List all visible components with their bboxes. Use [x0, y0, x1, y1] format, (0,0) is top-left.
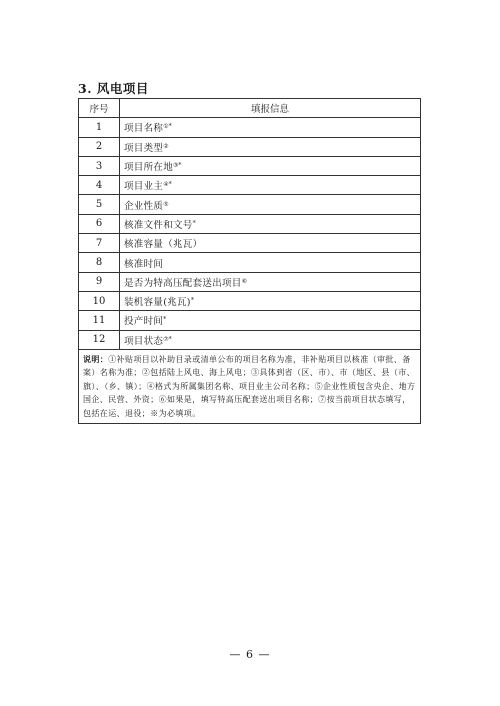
row-info-label: 核准文件和文号 — [124, 219, 193, 231]
row-info-label: 项目类型 — [124, 142, 164, 154]
row-number: 4 — [79, 176, 120, 195]
table-row — [79, 176, 421, 195]
row-footnote-mark: ①* — [163, 123, 172, 131]
row-number: 6 — [79, 214, 120, 233]
note-text: ①补贴项目以补助目录或清单公布的项目名称为准，非补贴项目以核准（审批、备案）名称为准；②包括陆上风电、海上风电；③具体到省（区、市）、市（地区、县（市、旗）、（乡、镇）；④格式为所属集团名称、项目业主公司名称；⑤企业性质包含央企、地方国企、民营、外资；⑥如果是，填写特高压配套送出项目名称；⑦按当前项目状态填写，包括在运、退役；※为必填项。 — [83, 354, 416, 418]
section-title: 3. 风电项目 — [78, 81, 149, 96]
row-info — [120, 330, 421, 349]
row-info — [120, 272, 421, 291]
row-footnote-mark: ④* — [163, 181, 172, 189]
header-number: 序号 — [79, 99, 120, 118]
row-number: 1 — [79, 118, 120, 137]
table-row — [79, 214, 421, 233]
row-footnote-mark: ⑥ — [241, 277, 247, 285]
table-row — [79, 253, 421, 272]
row-info — [120, 311, 421, 330]
note-cell — [79, 349, 421, 424]
row-info-label: 项目所在地 — [124, 162, 174, 174]
row-info — [120, 214, 421, 233]
row-number: 2 — [79, 137, 120, 156]
page-number: — 6 — — [229, 648, 271, 661]
row-number: 10 — [79, 291, 120, 310]
row-info-label: 项目业主 — [124, 181, 164, 193]
row-info-label: 核准时间 — [124, 258, 164, 270]
table-row — [79, 272, 421, 291]
table-row — [79, 330, 421, 349]
row-footnote-mark: * — [190, 297, 194, 305]
row-info-label: 装机容量(兆瓦) — [124, 297, 191, 309]
row-number: 12 — [79, 330, 120, 349]
table-row — [79, 311, 421, 330]
row-footnote-mark: ⑦* — [163, 335, 172, 343]
note-row — [79, 349, 421, 424]
row-footnote-mark: ③* — [173, 162, 182, 170]
table-header-row — [79, 99, 421, 118]
row-number: 11 — [79, 311, 120, 330]
row-number: 3 — [79, 156, 120, 175]
row-info — [120, 156, 421, 175]
row-footnote-mark: ⑤ — [163, 200, 169, 208]
table-row — [79, 234, 421, 253]
row-info — [120, 176, 421, 195]
row-info — [120, 253, 421, 272]
note-label: 说明： — [83, 353, 109, 364]
table-row — [79, 118, 421, 137]
row-info — [120, 137, 421, 156]
info-table — [78, 98, 421, 424]
row-info — [120, 195, 421, 214]
row-info — [120, 118, 421, 137]
row-info — [120, 291, 421, 310]
row-info-label: 企业性质 — [124, 200, 164, 212]
row-footnote-mark: * — [163, 316, 167, 324]
row-number: 8 — [79, 253, 120, 272]
row-footnote-mark: * — [192, 219, 196, 227]
table-row — [79, 156, 421, 175]
row-info-label: 项目名称 — [124, 123, 164, 135]
row-info — [120, 234, 421, 253]
row-number: 5 — [79, 195, 120, 214]
table-row — [79, 195, 421, 214]
row-info-label: 项目状态 — [124, 335, 164, 347]
row-footnote-mark: ② — [163, 142, 169, 150]
table-row — [79, 137, 421, 156]
row-info-label: 投产时间 — [124, 316, 164, 328]
table-row — [79, 291, 421, 310]
row-number: 9 — [79, 272, 120, 291]
header-info: 填报信息 — [120, 99, 421, 118]
row-info-label: 是否为特高压配套送出项目 — [124, 277, 242, 289]
row-number: 7 — [79, 234, 120, 253]
row-info-label: 核准容量（兆瓦） — [124, 239, 203, 251]
